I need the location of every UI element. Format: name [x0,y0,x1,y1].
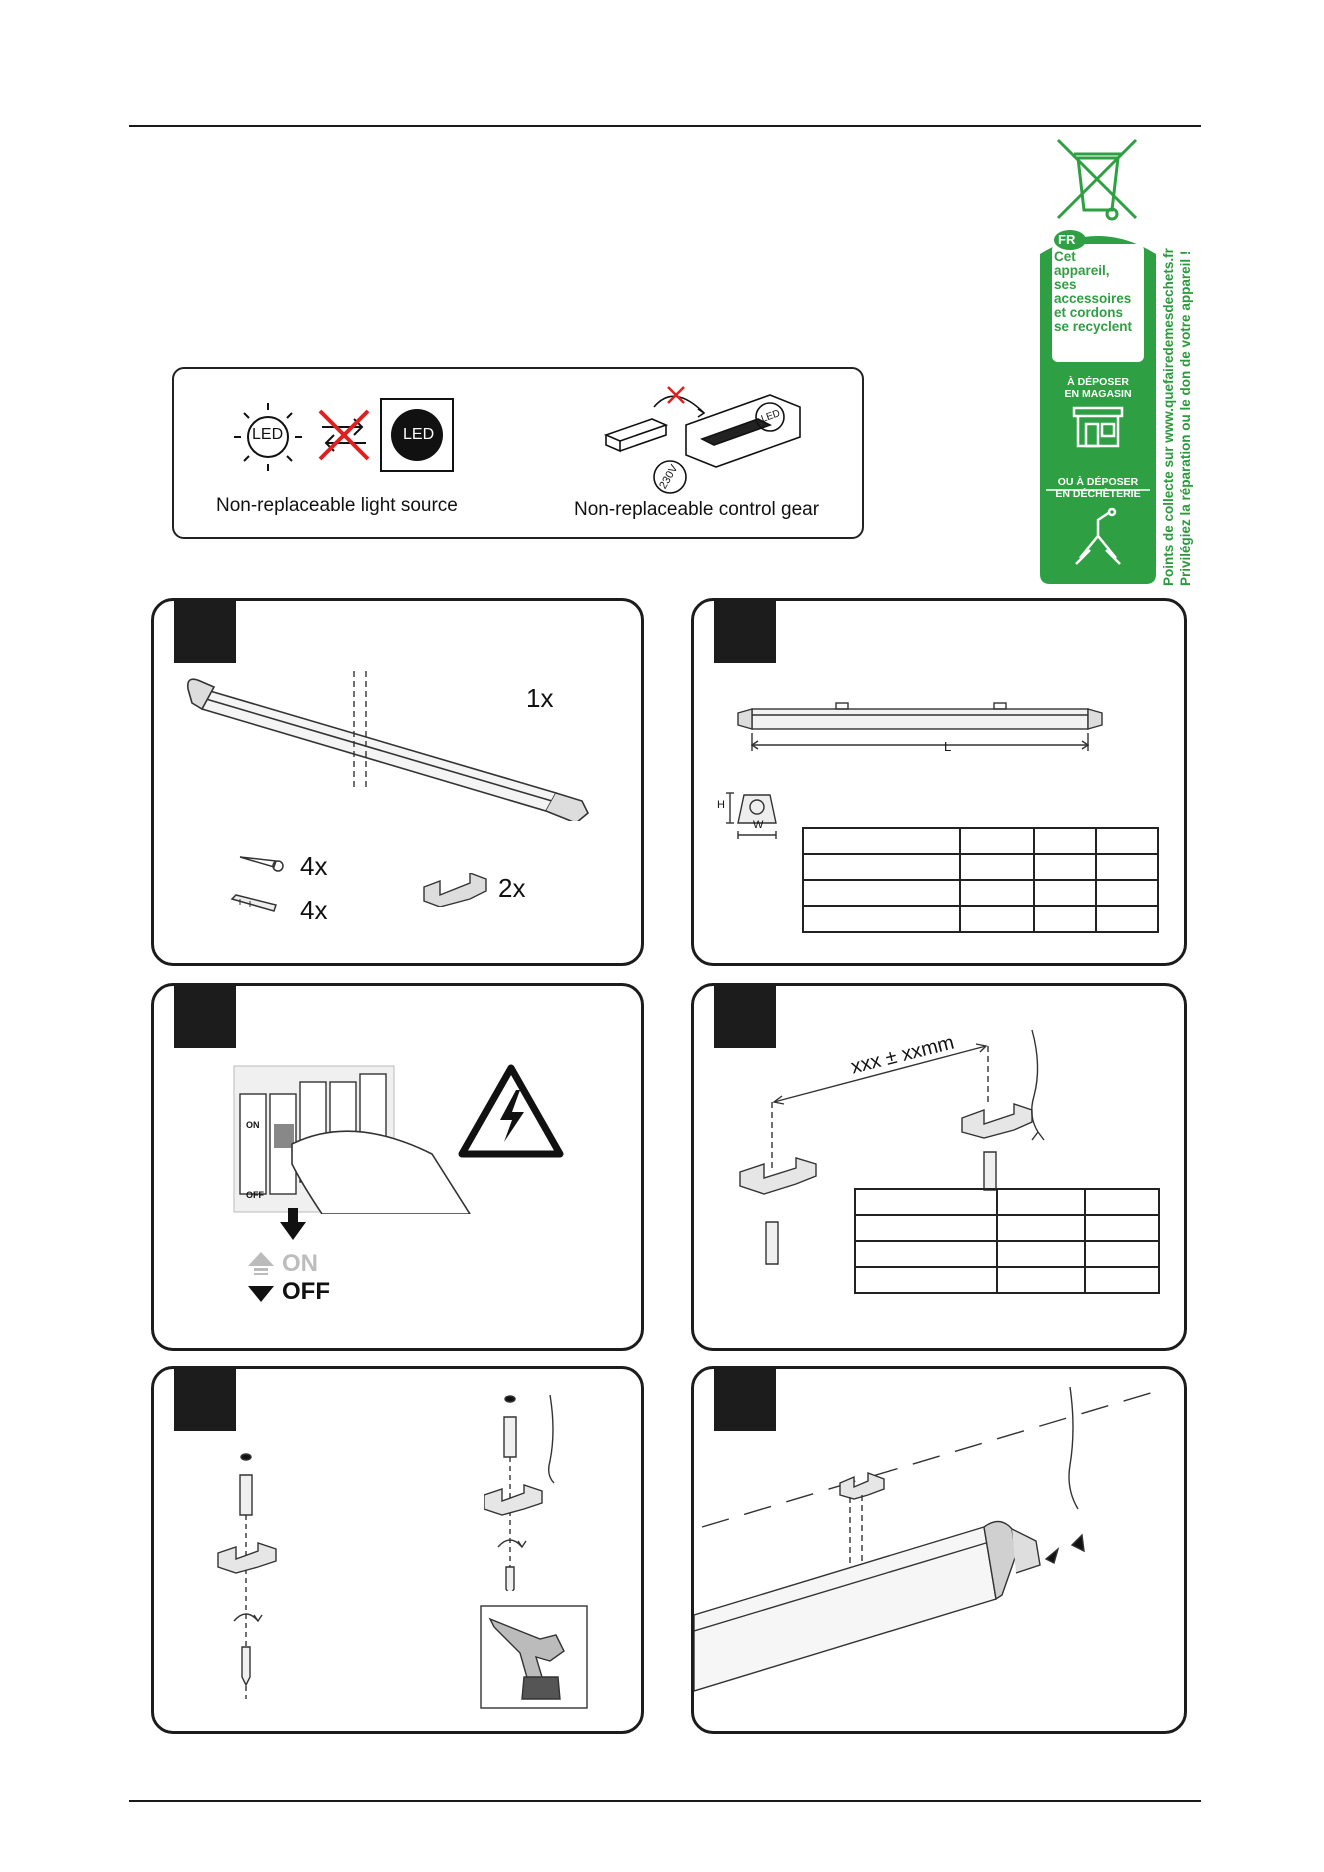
tube-quantity: 1x [526,683,554,713]
led-gear-text: LED [759,408,782,425]
screw-quantity: 4x [300,851,328,881]
bottom-rule [129,1800,1201,1802]
crossed-bin-icon [1048,136,1148,226]
electric-hazard-icon [456,1062,566,1160]
recycle-label [1036,136,1160,586]
on-label: ON [282,1250,318,1277]
clip-quantity: 2x [498,873,526,903]
light-source-label: Non-replaceable light source [216,495,458,516]
no-replace-cross-icon [314,405,374,465]
step-6-fit-luminaire-panel [691,1366,1187,1734]
step-3-power-off-panel [151,983,644,1351]
height-label: H [717,799,725,811]
dump-text: OU À DÉPOSER EN DÉCHÈTERIE [1055,476,1141,500]
step-1-contents-panel [151,598,644,966]
mounting-clip-icon [422,873,488,907]
luminaire-fitting-drawing [694,1369,1184,1731]
control-gear-icon [594,379,814,499]
recycle-side-text: Points de collecte sur www.quefairedemesdechets.fr Privilégiez la réparation ou le don de votre appareil ! [1161,248,1193,586]
switch-down-arrow-icon [278,1208,308,1242]
screw-icon [238,851,286,875]
right-fixing-drawing [484,1391,584,1591]
step-number-box [714,601,776,663]
shop-text: À DÉPOSER EN MAGASIN [1064,376,1132,400]
tube-end-view-icon [718,789,790,847]
length-label: L [944,739,952,754]
control-gear-label: Non-replaceable control gear [574,499,820,520]
spacing-label: xxx ± xxmm [848,1031,957,1079]
off-label: OFF [282,1278,330,1305]
led-bulb-text: LED [252,426,284,443]
shop-icon [1070,404,1126,450]
off-arrow-icon [246,1282,276,1306]
led-module-text: LED [403,426,435,443]
recycle-country: FR [1058,232,1076,247]
voltage-text: 230V [657,462,681,492]
width-label: W [753,819,764,831]
drill-icon [480,1605,588,1709]
dimensions-table [802,827,1159,933]
left-fixing-drawing [214,1449,294,1709]
on-arrow-icon [246,1250,276,1276]
recycle-main-text: Cet appareil, ses accessoires et cordons se recyclent [1054,249,1133,334]
breaker-off-label: OFF [246,1190,264,1200]
product-symbols-box [172,367,864,539]
recycling-centre-icon [1070,506,1126,568]
step-number-box [174,601,236,663]
step-4-spacing-panel [691,983,1187,1351]
breaker-panel-icon [232,1064,472,1214]
top-rule [129,125,1201,127]
step-2-dimensions-panel [691,598,1187,966]
step-number-box [174,986,236,1048]
step-5-mount-clips-panel [151,1366,644,1734]
step-number-box [174,1369,236,1431]
breaker-on-label: ON [246,1120,260,1130]
wall-plug-icon [228,893,284,921]
tube-light-icon [184,671,624,821]
spacing-table [854,1188,1160,1294]
wall-plug-quantity: 4x [300,895,328,925]
